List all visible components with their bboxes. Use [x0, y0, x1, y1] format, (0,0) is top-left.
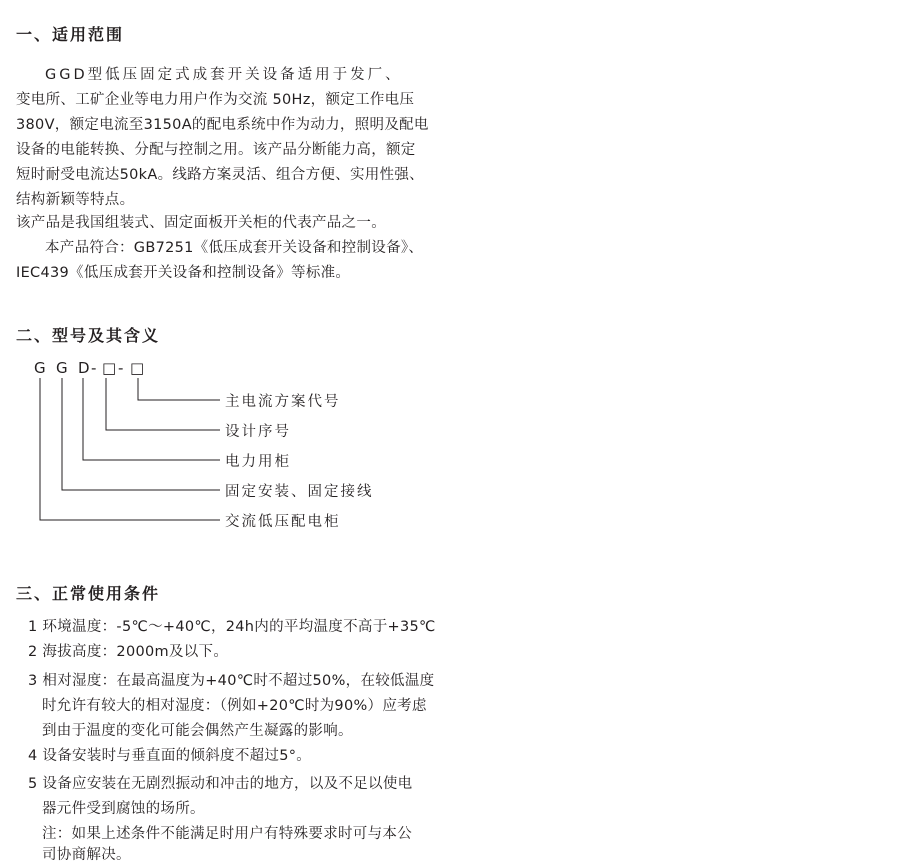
- code-label-3: 电力用柜: [225, 454, 291, 470]
- connector-line-2: [106, 378, 220, 430]
- section3-note-line-1: 注：如果上述条件不能满足时用户有特殊要求时可与本公: [42, 826, 412, 842]
- section1-line-2: 变电所、工矿企业等电力用户作为交流 50Hz，额定工作电压: [16, 92, 415, 108]
- code-label-4: 固定安装、固定接线: [225, 484, 374, 500]
- section1-line-4: 设备的电能转换、分配与控制之用。该产品分断能力高，额定: [16, 142, 416, 158]
- section1-line-6: 结构新颖等特点。: [16, 192, 135, 208]
- section3-title: 三、正常使用条件: [16, 584, 161, 603]
- connector-line-5: [40, 378, 220, 520]
- section1-title: 一、适用范围: [16, 25, 125, 44]
- section1-line-7: 该产品是我国组装式、固定面板开关柜的代表产品之一。: [16, 215, 386, 231]
- section3-line-1: 1 环境温度：-5℃～+40℃，24h内的平均温度不高于+35℃: [28, 619, 436, 635]
- code-box-2: □: [130, 359, 146, 377]
- code-dash-1: -: [91, 359, 98, 377]
- code-label-5: 交流低压配电柜: [225, 514, 341, 530]
- connector-line-3: [83, 378, 220, 460]
- section1-line-9: IEC439《低压成套开关设备和控制设备》等标准。: [16, 265, 351, 281]
- section1-line-5: 短时耐受电流达50kA。线路方案灵活、组合方便、实用性强、: [16, 167, 424, 183]
- connector-line-1: [138, 378, 220, 400]
- code-char-g1: G: [34, 359, 47, 377]
- section1-line-1: GGD型低压固定式成套开关设备适用于发厂、: [45, 67, 403, 83]
- code-box-1: □: [102, 359, 118, 377]
- section3-line-3: 3 相对湿度：在最高温度为+40℃时不超过50%，在较低温度: [28, 673, 435, 689]
- section3-line-8: 器元件受到腐蚀的场所。: [42, 801, 205, 817]
- code-dash-2: -: [118, 359, 125, 377]
- section1-line-3: 380V，额定电流至3150A的配电系统中作为动力，照明及配电: [16, 117, 429, 133]
- section3-line-7: 5 设备应安装在无剧烈振动和冲击的地方，以及不足以使电: [28, 776, 413, 792]
- section2-title: 二、型号及其含义: [16, 326, 161, 345]
- section3-note-line-2: 司协商解决。: [42, 847, 131, 863]
- section3-line-4: 时允许有较大的相对湿度：（例如+20℃时为90%）应考虑: [42, 698, 427, 714]
- code-label-1: 主电流方案代号: [225, 394, 341, 410]
- code-char-g2: G: [56, 359, 69, 377]
- section3-line-2: 2 海拔高度：2000m及以下。: [28, 644, 229, 660]
- section3-line-6: 4 设备安装时与垂直面的倾斜度不超过5°。: [28, 748, 312, 764]
- code-label-2: 设计序号: [225, 424, 291, 440]
- section3-line-5: 到由于温度的变化可能会偶然产生凝露的影响。: [42, 723, 353, 739]
- connector-line-4: [62, 378, 220, 490]
- section1-line-8: 本产品符合：GB7251《低压成套开关设备和控制设备》、: [45, 240, 424, 256]
- code-char-d: D: [78, 359, 91, 377]
